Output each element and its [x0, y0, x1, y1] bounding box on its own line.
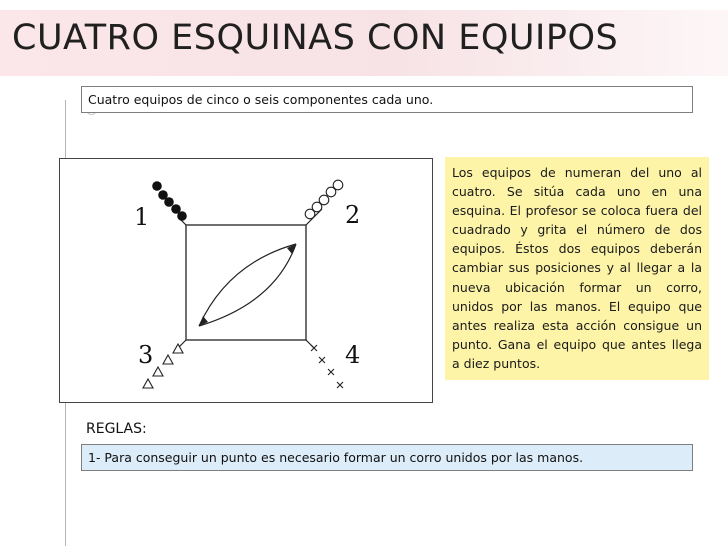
team-4-label: 4: [345, 341, 361, 369]
team-2-label: 2: [345, 201, 361, 229]
rule-1-text: 1- Para conseguir un punto es necesario formar un corro unidos por las manos.: [88, 450, 584, 465]
description-text: Los equipos de numeran del uno al cuatro. Se sitúa cada uno en una esquina. El profesor se coloca fuera del cuadrado y grita el número de dos equipos. Éstos dos equipos deberán cambiar sus posiciones y al llegar a la nueva ubicación formar un corro, unidos por las manos. El equipo que antes realiza esta acción consigue un punto. Gana el equipo que antes llega a diez puntos.: [452, 165, 702, 371]
swap-path-lower: [199, 244, 296, 326]
swap-path-upper: [199, 244, 296, 326]
corners-diagram: [60, 159, 432, 402]
team-2-players: [305, 180, 343, 219]
team-4-players: [311, 345, 343, 388]
team-3-label: 3: [138, 341, 154, 369]
diagram-panel: [59, 158, 433, 403]
subtitle-text: Cuatro equipos de cinco o seis componentes cada uno.: [88, 92, 434, 107]
rule-1-box: [81, 444, 693, 471]
page-title: CUATRO ESQUINAS CON EQUIPOS: [12, 18, 619, 58]
team-1-players: [152, 181, 187, 221]
team-1-label: 1: [134, 203, 150, 231]
rules-heading: REGLAS:: [86, 421, 147, 437]
subtitle-box: [81, 86, 693, 113]
description-box: [445, 157, 709, 380]
